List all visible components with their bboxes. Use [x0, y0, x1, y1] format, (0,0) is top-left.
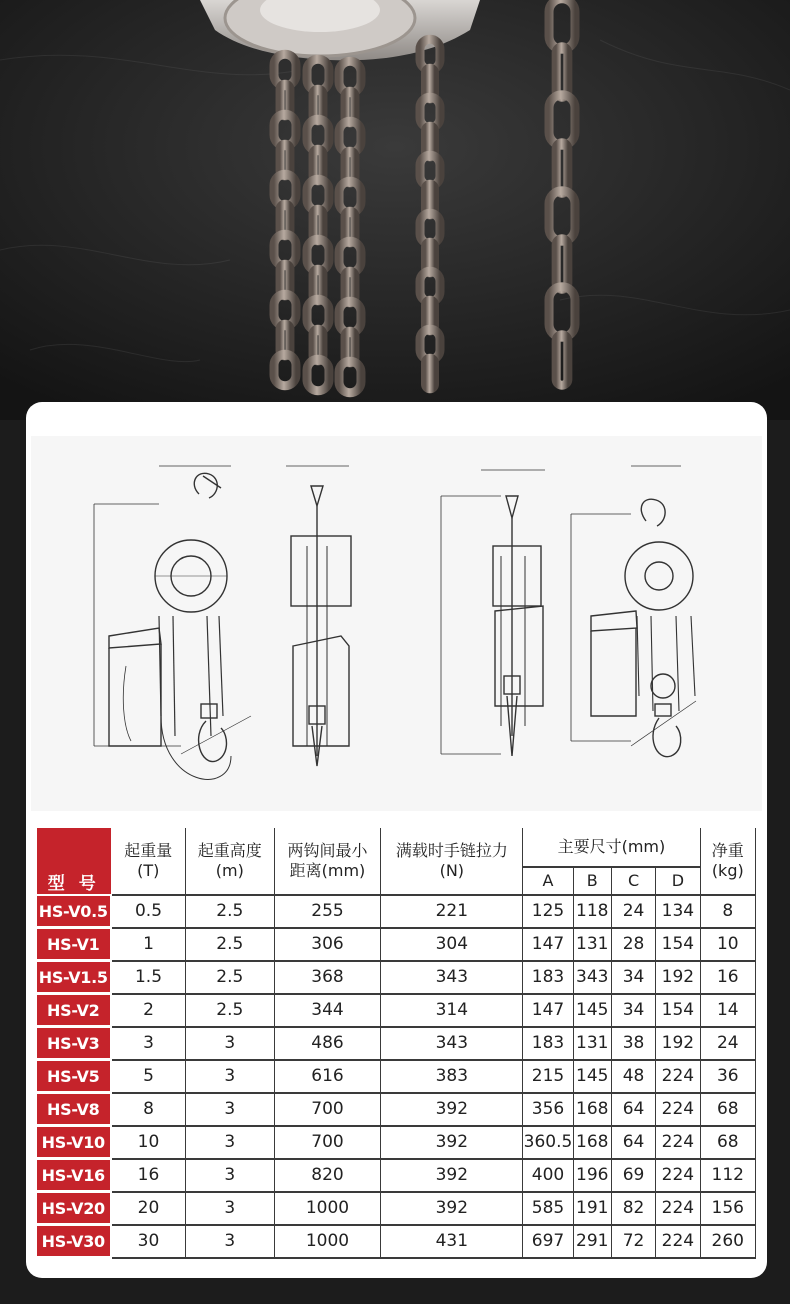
table-row: [37, 1060, 756, 1093]
dim-b-cell: 196: [573, 1159, 611, 1192]
capacity-cell: 8: [111, 1093, 186, 1126]
model-cell: HS-V10: [37, 1126, 112, 1159]
dim-a-cell: 360.5: [523, 1126, 573, 1159]
chain-photo: [0, 0, 790, 420]
pull-cell: 392: [381, 1126, 523, 1159]
weight-cell: 68: [700, 1126, 755, 1159]
dim-c-cell: 69: [611, 1159, 655, 1192]
header-headroom: 两钩间最小 距离(mm): [274, 828, 381, 895]
weight-cell: 24: [700, 1027, 755, 1060]
headroom-cell: 306: [274, 928, 381, 961]
dim-c-cell: 48: [611, 1060, 655, 1093]
dim-a-cell: 400: [523, 1159, 573, 1192]
dim-a-cell: 585: [523, 1192, 573, 1225]
dim-b-cell: 145: [573, 994, 611, 1027]
weight-cell: 36: [700, 1060, 755, 1093]
front-view-drawing: [94, 466, 251, 779]
dim-d-cell: 134: [656, 895, 700, 928]
model-cell: HS-V1: [37, 928, 112, 961]
header-model: 型 号: [37, 828, 112, 895]
dim-b-cell: 145: [573, 1060, 611, 1093]
pull-cell: 392: [381, 1192, 523, 1225]
lift-height-cell: 2.5: [186, 895, 275, 928]
table-row: [37, 1159, 756, 1192]
dim-c-cell: 24: [611, 895, 655, 928]
headroom-cell: 368: [274, 961, 381, 994]
capacity-cell: 16: [111, 1159, 186, 1192]
dim-d-cell: 224: [656, 1060, 700, 1093]
weight-cell: 156: [700, 1192, 755, 1225]
dim-a-cell: 215: [523, 1060, 573, 1093]
dim-a-cell: 697: [523, 1225, 573, 1258]
headroom-cell: 486: [274, 1027, 381, 1060]
spec-table: [36, 828, 756, 1259]
header-capacity: 起重量 (T): [111, 828, 186, 895]
weight-cell: 16: [700, 961, 755, 994]
header-main-dimensions: 主要尺寸(mm): [523, 828, 700, 867]
capacity-cell: 1: [111, 928, 186, 961]
headroom-cell: 616: [274, 1060, 381, 1093]
lift-height-cell: 3: [186, 1159, 275, 1192]
dim-d-cell: 224: [656, 1192, 700, 1225]
dim-c-cell: 34: [611, 994, 655, 1027]
dim-b-cell: 131: [573, 1027, 611, 1060]
dim-a-cell: 356: [523, 1093, 573, 1126]
pull-cell: 221: [381, 895, 523, 928]
dim-c-cell: 64: [611, 1126, 655, 1159]
dim-c-cell: 28: [611, 928, 655, 961]
model-cell: HS-V2: [37, 994, 112, 1027]
dim-d-cell: 224: [656, 1159, 700, 1192]
headroom-cell: 700: [274, 1093, 381, 1126]
table-row: [37, 994, 756, 1027]
dim-a-cell: 125: [523, 895, 573, 928]
header-dim-b: B: [573, 867, 611, 895]
pull-cell: 431: [381, 1225, 523, 1258]
pull-cell: 383: [381, 1060, 523, 1093]
table-header-row: [37, 828, 756, 867]
dim-a-cell: 183: [523, 1027, 573, 1060]
dim-d-cell: 192: [656, 1027, 700, 1060]
dim-c-cell: 34: [611, 961, 655, 994]
model-cell: HS-V5: [37, 1060, 112, 1093]
dim-b-cell: 191: [573, 1192, 611, 1225]
weight-cell: 8: [700, 895, 755, 928]
header-dim-a: A: [523, 867, 573, 895]
pull-cell: 392: [381, 1159, 523, 1192]
model-cell: HS-V20: [37, 1192, 112, 1225]
table-row: [37, 928, 756, 961]
model-cell: HS-V16: [37, 1159, 112, 1192]
lift-height-cell: 2.5: [186, 994, 275, 1027]
dim-c-cell: 64: [611, 1093, 655, 1126]
weight-cell: 260: [700, 1225, 755, 1258]
capacity-cell: 20: [111, 1192, 186, 1225]
lift-height-cell: 2.5: [186, 928, 275, 961]
capacity-cell: 30: [111, 1225, 186, 1258]
model-cell: HS-V3: [37, 1027, 112, 1060]
capacity-cell: 0.5: [111, 895, 186, 928]
headroom-cell: 700: [274, 1126, 381, 1159]
table-row: [37, 1126, 756, 1159]
dim-a-cell: 147: [523, 994, 573, 1027]
pull-cell: 304: [381, 928, 523, 961]
header-dim-d: D: [656, 867, 700, 895]
table-row: [37, 1027, 756, 1060]
dim-d-cell: 224: [656, 1093, 700, 1126]
model-cell: HS-V0.5: [37, 895, 112, 928]
lift-height-cell: 3: [186, 1027, 275, 1060]
capacity-cell: 1.5: [111, 961, 186, 994]
chain-link: [426, 358, 435, 388]
weight-cell: 112: [700, 1159, 755, 1192]
dim-a-cell: 183: [523, 961, 573, 994]
headroom-cell: 820: [274, 1159, 381, 1192]
table-row: [37, 895, 756, 928]
hoist-dimension-drawings: [31, 436, 762, 811]
dim-b-cell: 291: [573, 1225, 611, 1258]
table-row: [37, 1093, 756, 1126]
table-row: [37, 1225, 756, 1258]
lift-height-cell: 3: [186, 1126, 275, 1159]
header-dim-c: C: [611, 867, 655, 895]
model-cell: HS-V8: [37, 1093, 112, 1126]
dim-c-cell: 38: [611, 1027, 655, 1060]
dim-d-cell: 154: [656, 928, 700, 961]
headroom-cell: 1000: [274, 1225, 381, 1258]
spec-card: [26, 402, 767, 1278]
capacity-cell: 2: [111, 994, 186, 1027]
dim-d-cell: 224: [656, 1225, 700, 1258]
dim-c-cell: 72: [611, 1225, 655, 1258]
side-view-drawing: [286, 466, 351, 766]
weight-cell: 68: [700, 1093, 755, 1126]
dim-b-cell: 168: [573, 1126, 611, 1159]
weight-cell: 10: [700, 928, 755, 961]
dim-b-cell: 343: [573, 961, 611, 994]
dim-b-cell: 131: [573, 928, 611, 961]
dim-d-cell: 154: [656, 994, 700, 1027]
lift-height-cell: 3: [186, 1093, 275, 1126]
model-cell: HS-V30: [37, 1225, 112, 1258]
header-lift-height: 起重高度 (m): [186, 828, 275, 895]
header-net-weight: 净重 (kg): [700, 828, 755, 895]
model-cell: HS-V1.5: [37, 961, 112, 994]
lift-height-cell: 3: [186, 1060, 275, 1093]
table-row: [37, 1192, 756, 1225]
pull-cell: 314: [381, 994, 523, 1027]
pull-cell: 392: [381, 1093, 523, 1126]
pull-cell: 343: [381, 961, 523, 994]
lift-height-cell: 2.5: [186, 961, 275, 994]
spec-table-body: [37, 895, 756, 1258]
dim-d-cell: 224: [656, 1126, 700, 1159]
headroom-cell: 255: [274, 895, 381, 928]
headroom-cell: 1000: [274, 1192, 381, 1225]
table-row: [37, 961, 756, 994]
pull-cell: 343: [381, 1027, 523, 1060]
capacity-cell: 10: [111, 1126, 186, 1159]
front-view-large-drawing: [571, 466, 696, 757]
lift-height-cell: 3: [186, 1225, 275, 1258]
dim-c-cell: 82: [611, 1192, 655, 1225]
dim-a-cell: 147: [523, 928, 573, 961]
weight-cell: 14: [700, 994, 755, 1027]
header-hand-chain-pull: 满载时手链拉力 (N): [381, 828, 523, 895]
dim-b-cell: 168: [573, 1093, 611, 1126]
dim-b-cell: 118: [573, 895, 611, 928]
lift-height-cell: 3: [186, 1192, 275, 1225]
side-view-large-drawing: [441, 470, 545, 756]
capacity-cell: 3: [111, 1027, 186, 1060]
headroom-cell: 344: [274, 994, 381, 1027]
dim-d-cell: 192: [656, 961, 700, 994]
capacity-cell: 5: [111, 1060, 186, 1093]
